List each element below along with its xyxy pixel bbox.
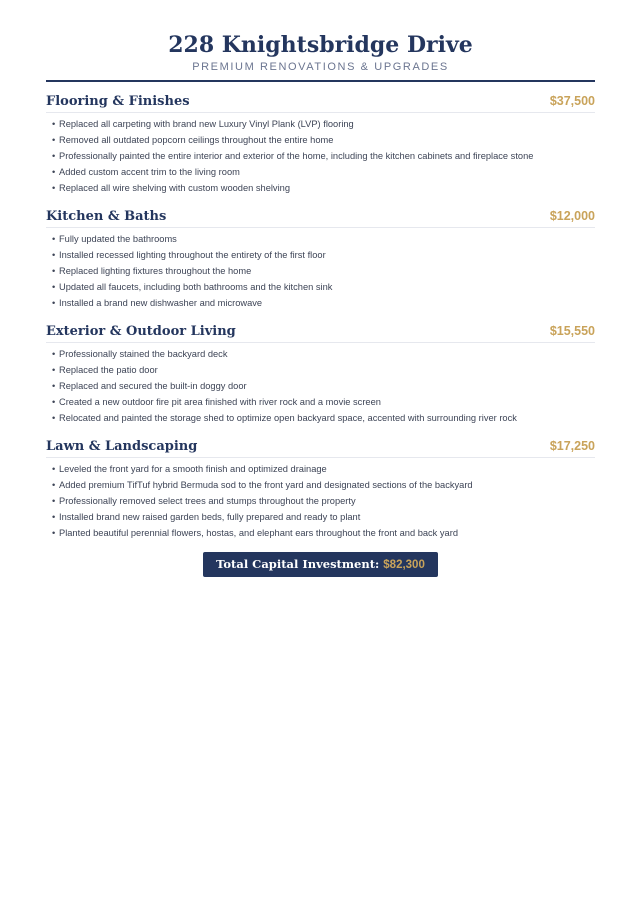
list-item: • Installed brand new raised garden beds, fully prepared and ready to plant <box>52 509 595 525</box>
total-badge <box>203 552 438 577</box>
list-item: • Professionally removed select trees and stumps throughout the property <box>52 493 595 509</box>
section <box>46 207 595 312</box>
section-item-list <box>46 461 595 542</box>
section-amount: $12,000 <box>549 208 595 223</box>
section-header <box>46 92 595 113</box>
document-page <box>46 30 595 577</box>
section-item-list <box>46 116 595 197</box>
section-title: Flooring & Finishes <box>46 93 190 109</box>
list-item: • Relocated and painted the storage shed to optimize open backyard space, accented with surrounding river rock <box>52 410 595 426</box>
section <box>46 437 595 542</box>
list-item: • Added custom accent trim to the living room <box>52 164 595 180</box>
list-item: • Updated all faucets, including both bathrooms and the kitchen sink <box>52 279 595 295</box>
section-header <box>46 437 595 458</box>
list-item: • Professionally stained the backyard deck <box>52 346 595 362</box>
section-amount: $15,550 <box>549 323 595 338</box>
section-title: Lawn & Landscaping <box>46 438 198 454</box>
list-item: • Replaced lighting fixtures throughout the home <box>52 263 595 279</box>
list-item: • Replaced the patio door <box>52 362 595 378</box>
total-container <box>46 552 595 577</box>
total-label: Total Capital Investment: <box>216 556 380 571</box>
section-title: Kitchen & Baths <box>46 208 167 224</box>
list-item: • Added premium TifTuf hybrid Bermuda sod to the front yard and designated sections of the backyard <box>52 477 595 493</box>
section-header <box>46 322 595 343</box>
section <box>46 92 595 197</box>
section-item-list <box>46 231 595 312</box>
header-divider <box>46 80 595 82</box>
page-subtitle: PREMIUM RENOVATIONS & UPGRADES <box>192 61 449 73</box>
section-title: Exterior & Outdoor Living <box>46 323 236 339</box>
list-item: • Removed all outdated popcorn ceilings throughout the entire home <box>52 132 595 148</box>
list-item: • Installed recessed lighting throughout the entirety of the first floor <box>52 247 595 263</box>
page-title: 228 Knightsbridge Drive <box>168 32 473 58</box>
list-item: • Installed a brand new dishwasher and microwave <box>52 295 595 311</box>
section-amount: $37,500 <box>549 93 595 108</box>
section-item-list <box>46 346 595 427</box>
list-item: • Professionally painted the entire interior and exterior of the home, including the kitchen cabinets and fireplace stone <box>52 148 595 164</box>
list-item: • Replaced and secured the built-in doggy door <box>52 378 595 394</box>
document-header <box>46 30 595 74</box>
section-header <box>46 207 595 228</box>
total-amount: $82,300 <box>383 558 425 571</box>
list-item: • Leveled the front yard for a smooth finish and optimized drainage <box>52 461 595 477</box>
list-item: • Created a new outdoor fire pit area finished with river rock and a movie screen <box>52 394 595 410</box>
list-item: • Fully updated the bathrooms <box>52 231 595 247</box>
list-item: • Replaced all wire shelving with custom wooden shelving <box>52 180 595 196</box>
list-item: • Replaced all carpeting with brand new Luxury Vinyl Plank (LVP) flooring <box>52 116 595 132</box>
section-amount: $17,250 <box>549 438 595 453</box>
sections-list <box>46 92 595 542</box>
section <box>46 322 595 427</box>
list-item: • Planted beautiful perennial flowers, hostas, and elephant ears throughout the front and back yard <box>52 525 595 541</box>
